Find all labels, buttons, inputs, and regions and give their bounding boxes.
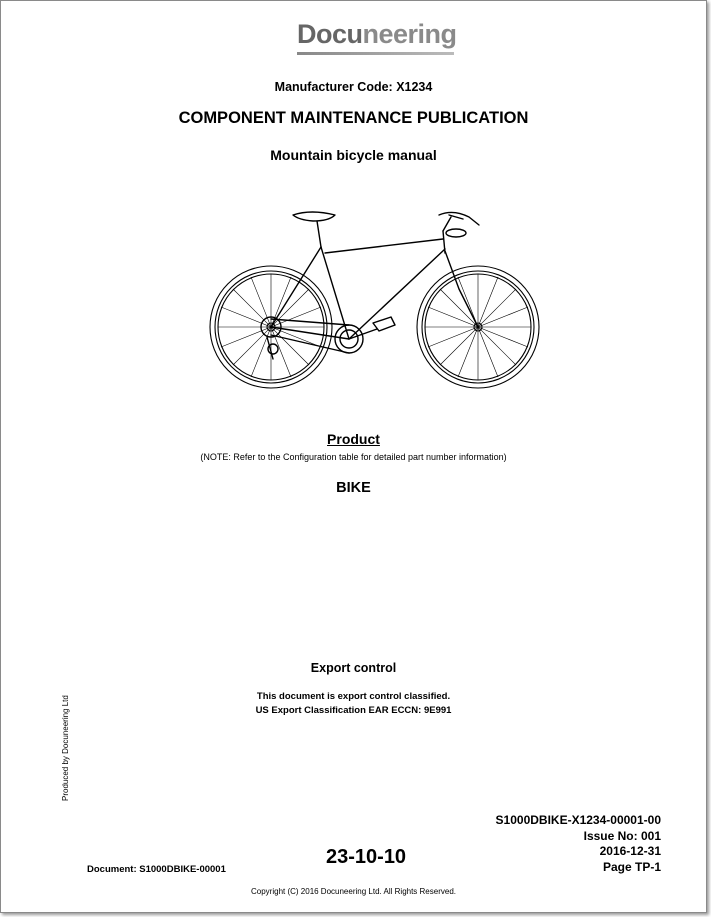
publication-title: COMPONENT MAINTENANCE PUBLICATION bbox=[178, 109, 529, 127]
data-module-code: S1000DBIKE-X1234-00001-00 bbox=[495, 813, 661, 827]
document-identifier-block bbox=[496, 813, 661, 875]
docuneering-logo bbox=[297, 19, 457, 50]
copyright-notice: Copyright (C) 2016 Docuneering Ltd. All Rights Reserved. bbox=[251, 887, 456, 896]
issue-number: Issue No: 001 bbox=[583, 828, 661, 843]
logo-text-part2: neering bbox=[362, 19, 457, 49]
product-note: (NOTE: Refer to the Configuration table for detailed part number information) bbox=[200, 452, 507, 462]
product-heading: Product bbox=[327, 431, 380, 447]
publication-subtitle: Mountain bicycle manual bbox=[270, 147, 437, 163]
chapter-number: 23-10-10 bbox=[326, 846, 407, 868]
product-name: BIKE bbox=[336, 480, 371, 496]
issue-date: 2016-12-31 bbox=[599, 844, 661, 858]
bicycle-illustration bbox=[201, 201, 546, 396]
export-control-heading: Export control bbox=[310, 661, 397, 675]
export-line-2: US Export Classification EAR ECCN: 9E991 bbox=[255, 705, 452, 716]
export-line-1: This document is export control classified. bbox=[256, 691, 451, 702]
logo-underline bbox=[297, 52, 454, 55]
manufacturer-code: Manufacturer Code: X1234 bbox=[274, 80, 433, 94]
produced-by-vertical: Produced by Docuneering Ltd bbox=[61, 695, 70, 801]
page-number: Page TP-1 bbox=[602, 859, 661, 874]
document-label: Document: S1000DBIKE-00001 bbox=[87, 864, 226, 875]
logo-text-part1: Docu bbox=[297, 19, 363, 49]
